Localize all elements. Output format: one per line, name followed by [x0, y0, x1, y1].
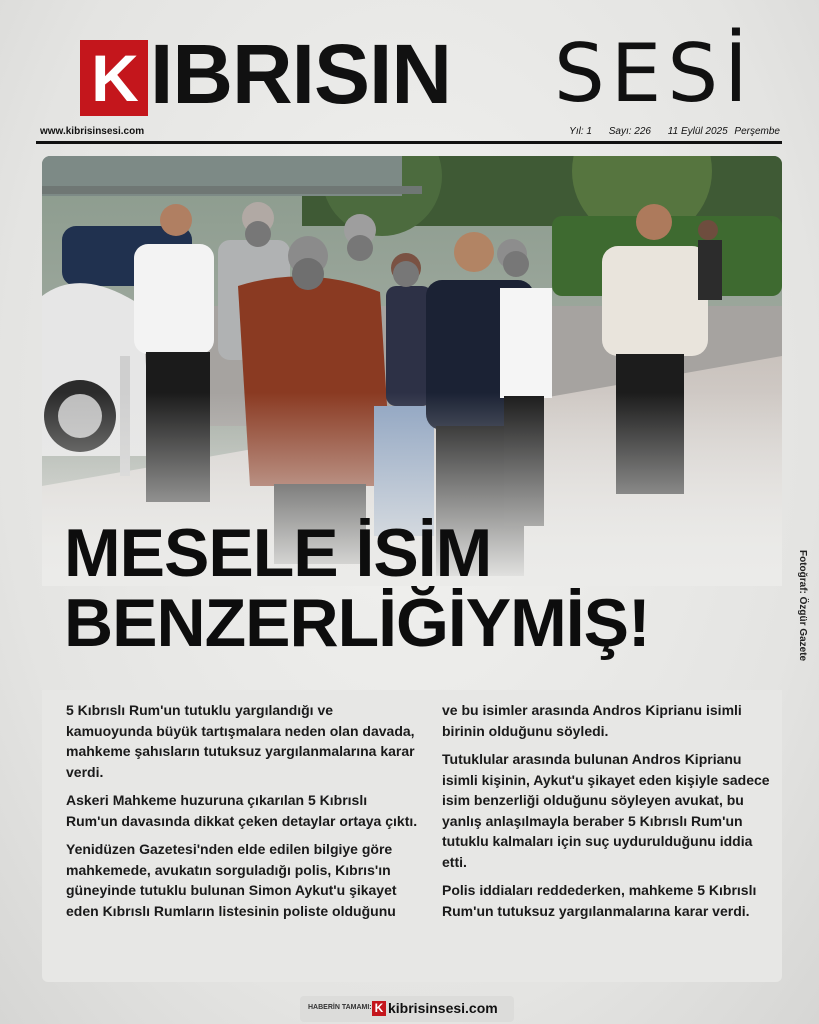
- website-url[interactable]: www.kibrisinsesi.com: [40, 126, 145, 137]
- paragraph: Askeri Mahkeme huzuruna çıkarılan 5 Kıbrıslı Rum'un davasında dikkat çeken detaylar ortaya çıktı.: [66, 792, 418, 829]
- brand-name-bold: IBRISIN: [150, 27, 452, 121]
- headline-line-1: MESELE İSİM: [64, 515, 492, 591]
- article-body: [42, 690, 782, 982]
- footer-site[interactable]: kibrisinsesi.com: [388, 1000, 498, 1016]
- issue-info: [555, 126, 780, 137]
- brand-logo: [80, 40, 148, 116]
- photo-credit: Fotoğraf: Özgür Gazete: [797, 550, 808, 662]
- masthead-meta: [40, 124, 780, 140]
- article-column-left: [66, 700, 422, 929]
- footer-link[interactable]: [300, 996, 514, 1022]
- issue-year: Yıl: 1: [569, 126, 592, 137]
- logo-letter: K: [91, 41, 137, 115]
- headline: [64, 515, 784, 661]
- paragraph: Yenidüzen Gazetesi'nden elde edilen bilgiye göre mahkemede, avukatın sorguladığı polis, Kıbrıs'ın güneyinde tutuklu bulunan Simon Aykut'u şikayet eden Kıbrıslı Rumların listesinin poliste olduğunu: [66, 841, 397, 919]
- article-column-right: [442, 700, 772, 929]
- masthead-rule: [36, 141, 782, 144]
- masthead: [80, 27, 760, 121]
- footer-label: HABERİN TAMAMI:: [308, 1004, 372, 1011]
- paragraph: ve bu isimler arasında Andros Kiprianu isimli birinin olduğunu söyledi.: [442, 702, 742, 739]
- issue-date: 11 Eylül 2025: [667, 126, 728, 137]
- brand-name-thin: SESİ: [554, 27, 754, 120]
- paragraph: Polis iddiaları reddederken, mahkeme 5 Kıbrıslı Rum'un tutuksuz yargılanmalarına karar verdi.: [442, 882, 757, 919]
- issue-number: Sayı: 226: [608, 126, 651, 137]
- headline-line-2: BENZERLİĞİYMİŞ!: [64, 585, 650, 661]
- paragraph: 5 Kıbrıslı Rum'un tutuklu yargılandığı ve kamuoyunda büyük tartışmalara neden olan davada, mahkeme şahısların tutuksuz yargılanmalarına karar verdi.: [66, 702, 415, 780]
- issue-weekday: Perşembe: [734, 126, 780, 137]
- footer-logo: K: [372, 1001, 386, 1016]
- paragraph: Tutuklular arasında bulunan Andros Kiprianu isimli kişinin, Aykut'u şikayet eden kişiyle sadece isim benzerliği olduğunu söyleyen avukat, bu yanlış anlaşılmayla beraber 5 Kıbrıslı Rum'un tutuklu kalmaları için suç uydurulduğunu iddia etti.: [442, 751, 770, 870]
